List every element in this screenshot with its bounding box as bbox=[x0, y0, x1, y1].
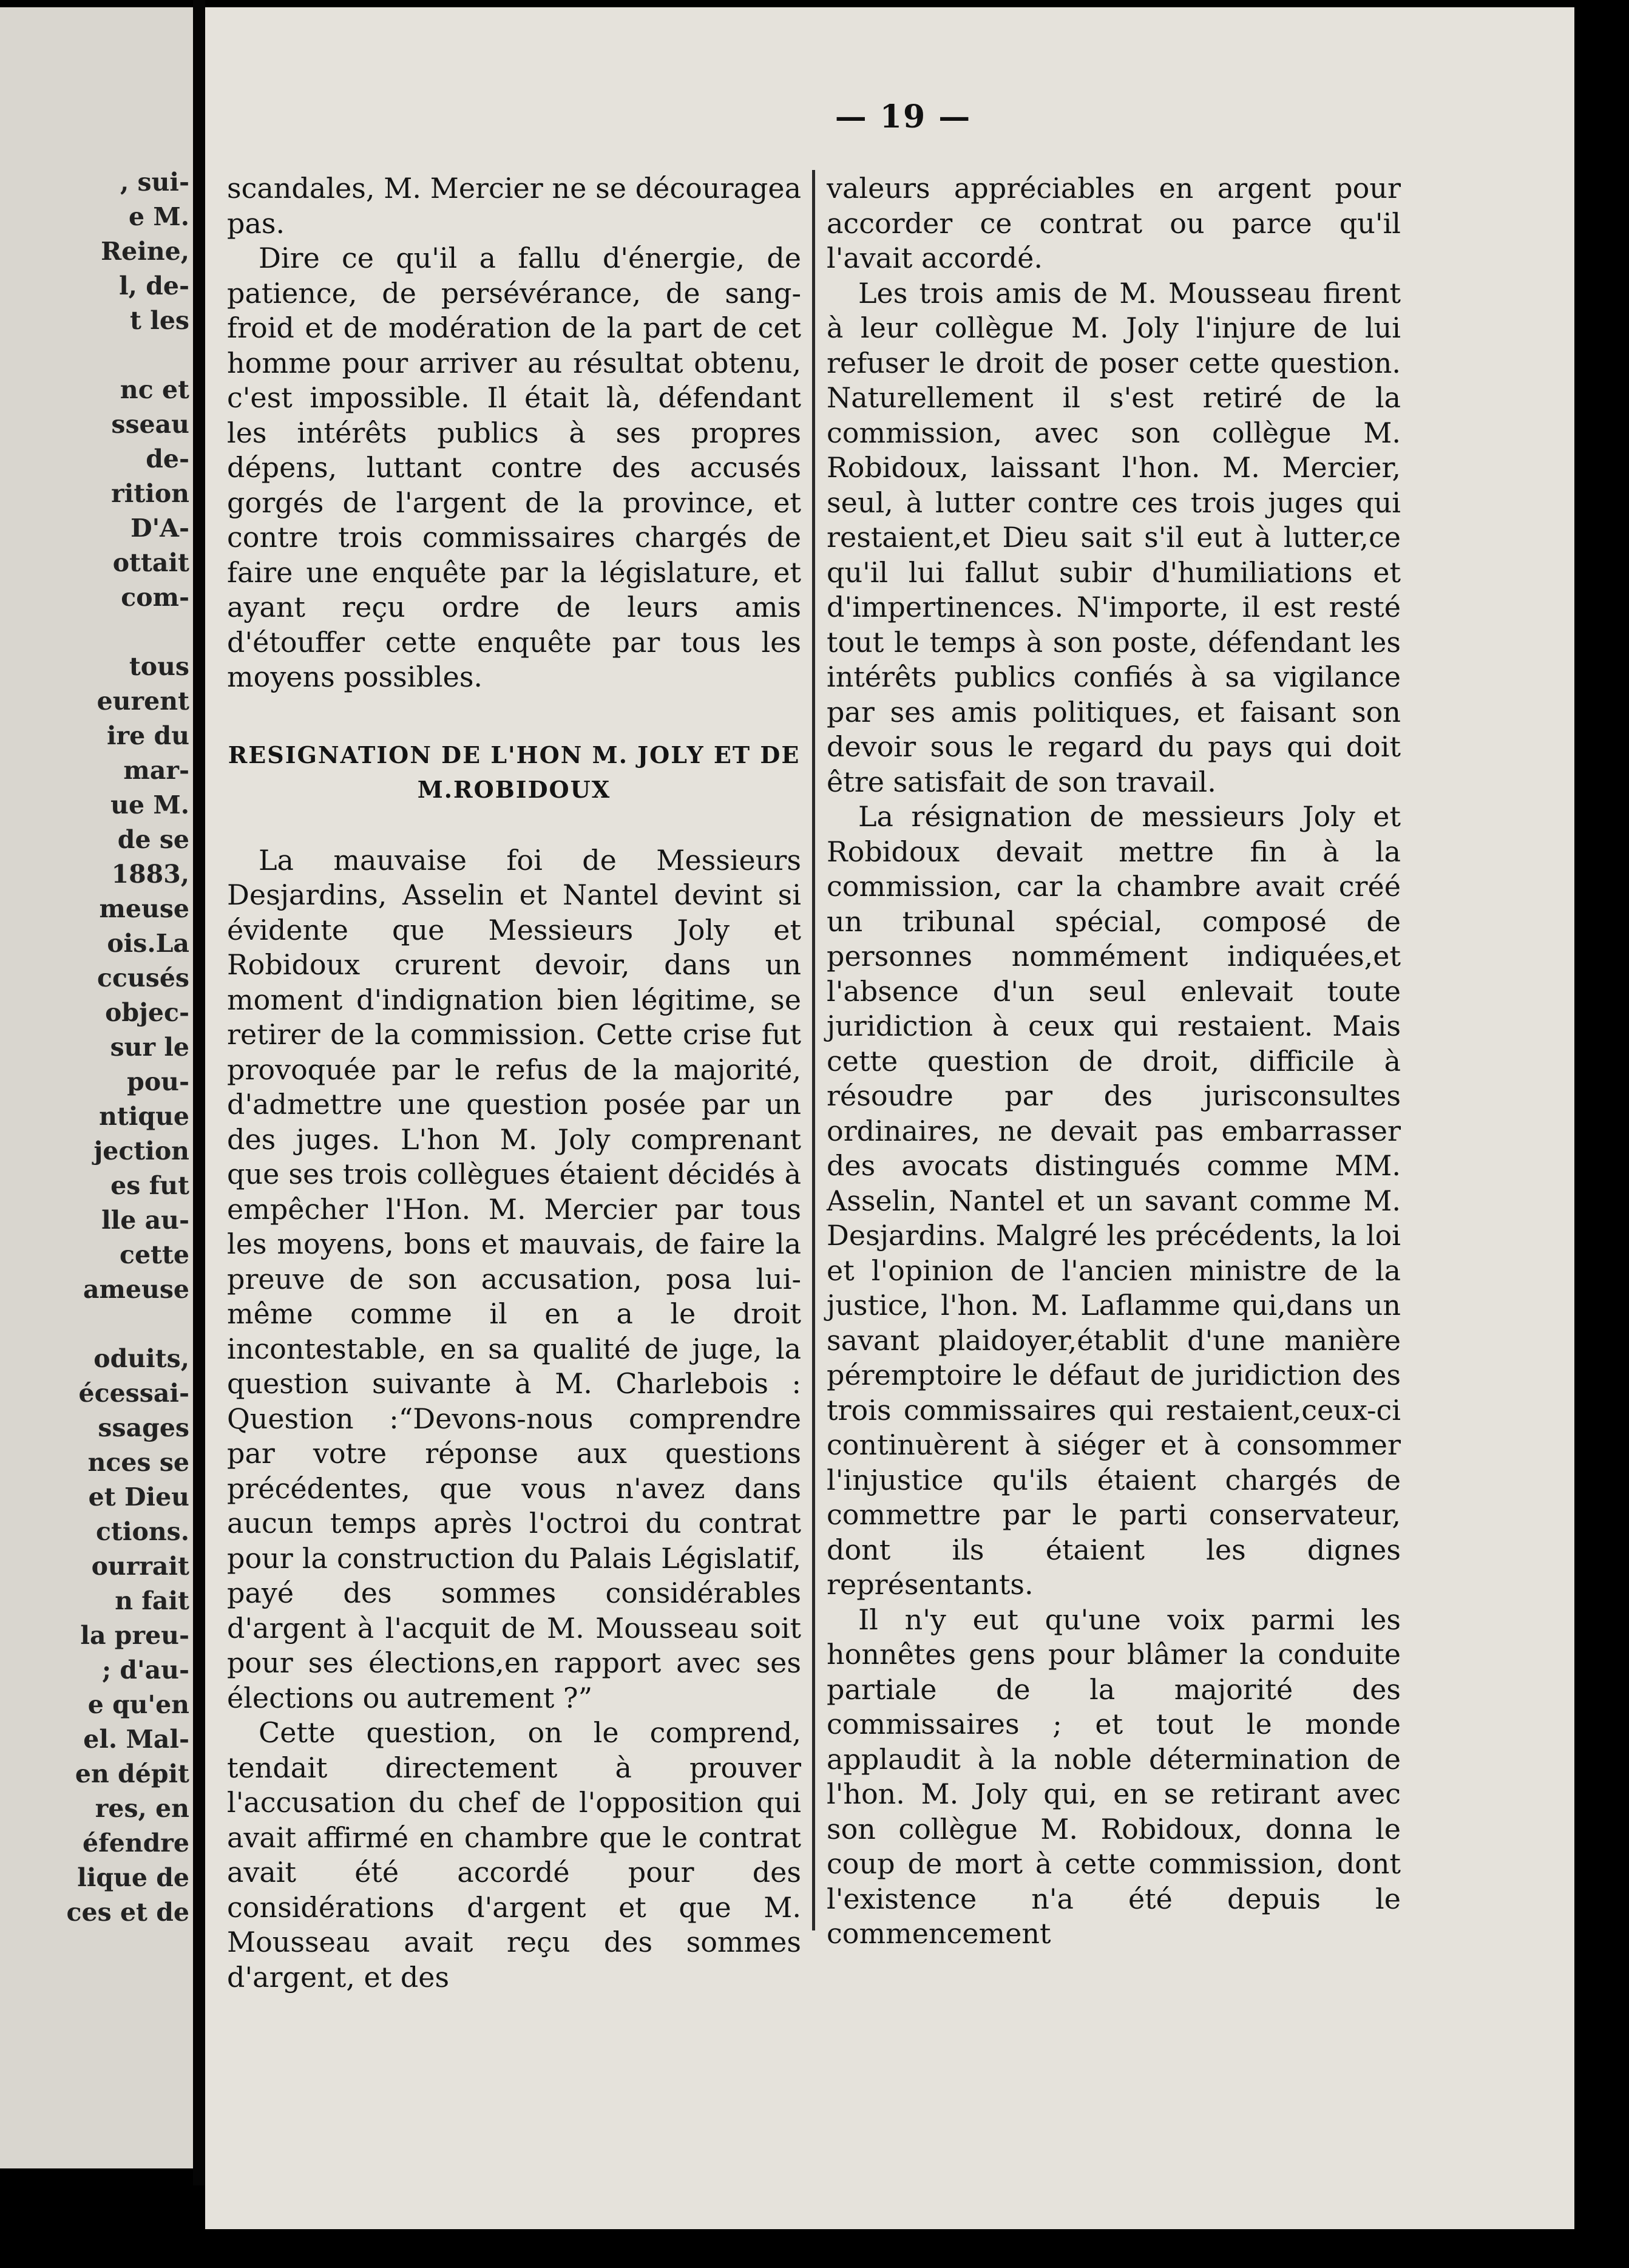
paragraph: Dire ce qu'il a fallu d'énergie, de patience, de persévérance, de sang-froid et de modération de la part de cet homme pour arriver au résultat obtenu, c'est impossible. Il était là, défendant les intérêts publics à ses propres dépens, luttant contre des accusés gorgés de l'argent de la province, et contre trois commissaires chargés de faire une enquête par la législature, et ayant reçu ordre de leurs amis d'étouffer cette enquête par tous les moyens possibles. bbox=[227, 242, 801, 693]
previous-page-edge bbox=[0, 7, 193, 2168]
left-column bbox=[227, 171, 801, 1995]
section-heading-line: RESIGNATION DE L'HON M. JOLY ET DE bbox=[228, 741, 801, 769]
paragraph: Les trois amis de M. Mousseau firent à leur collègue M. Joly l'injure de lui refuser le droit de poser cette question. Naturellement il s'est retiré de la commission, avec son collègue M. Robidoux, laissant l'hon. M. Mercier, seul, à lutter contre ces trois juges qui restaient,et Dieu sait s'il eut à lutter,ce qu'il lui fallut subir d'humiliations et d'impertinences. N'importe, il est resté tout le temps à son poste, défendant les intérêts publics confiés à sa vigilance par ses amis politiques, et faisant son devoir sous le regard du pays qui doit être satisfait de son travail. bbox=[827, 276, 1401, 798]
page-number: — 19 — bbox=[835, 98, 972, 135]
right-column bbox=[827, 171, 1401, 1952]
column-divider bbox=[812, 170, 815, 1930]
paragraph: La mauvaise foi de Messieurs Desjardins, Asselin et Nantel devint si évidente que Messieurs Joly et Robidoux crurent devoir, dans un moment d'indignation bien légitime, se retirer de la commission. Cette crise fut provoquée par le refus de la majorité, d'admettre une question posée par un des juges. L'hon M. Joly comprenant que ses trois collègues étaient décidés à empêcher l'Hon. M. Mercier par tous les moyens, bons et mauvais, de faire la preuve de son accusation, posa lui-même comme il en a le droit incontestable, en sa qualité de juge, la question suivante à M. Charlebois : Question :“Devons-nous comprendre par votre réponse aux questions précédentes, que vous n'avez dans aucun temps après l'octroi du contrat pour la construction du Palais Législatif, payé des sommes considérables d'argent à l'acquit de M. Mousseau soit pour ses élections,en rapport avec ses élections ou autrement ?” bbox=[227, 843, 801, 1714]
previous-page-text-fragment: , sui- e M. Reine, l, de- t les nc et sseau de- rition D'A- ottait com- tous eurent ire du mar- ue M. de se 1883, meuse ois.La ccusés objec- sur le pou- ntique jection es fut lle au- cette ameuse oduits, écessai- ssages nces se et Dieu ctions. ourrait n fait la preu- ; d'au- e qu'en el. Mal- en dépit res, en éfendre lique de ces et de bbox=[66, 168, 189, 1927]
paragraph: valeurs appréciables en argent pour accorder ce contrat ou parce qu'il l'avait accordé. bbox=[827, 172, 1401, 274]
section-heading-line: M.ROBIDOUX bbox=[417, 775, 611, 803]
paragraph: scandales, M. Mercier ne se découragea pas. bbox=[227, 172, 801, 240]
section-heading bbox=[227, 738, 801, 807]
paragraph: Il n'y eut qu'une voix parmi les honnêtes gens pour blâmer la conduite partiale de la majorité des commissaires ; et tout le monde applaudit à la noble détermination de l'hon. M. Joly qui, en se retirant avec son collègue M. Robidoux, donna le coup de mort à cette commission, dont l'existence n'a été depuis le commencement bbox=[827, 1603, 1401, 1950]
book-gutter bbox=[193, 0, 205, 2185]
paragraph: La résignation de messieurs Joly et Robidoux devait mettre fin à la commission, car la chambre avait créé un tribunal spécial, composé de personnes nommément indiquées,et l'absence d'un seul enlevait toute juridiction à ceux qui restaient. Mais cette question de droit, difficile à résoudre par des jurisconsultes ordinaires, ne devait pas embarrasser des avocats distingués comme MM. Asselin, Nantel et un savant comme M. Desjardins. Malgré les précédents, la loi et l'opinion de l'ancien ministre de la justice, l'hon. M. Laflamme qui,dans un savant plaidoyer,établit d'une manière péremptoire le défaut de juridiction des trois commissaires qui restaient,ceux-ci continuèrent à siéger et à consommer l'injustice qu'ils étaient chargés de commettre par le parti conservateur, dont ils étaient les dignes représentants. bbox=[827, 800, 1401, 1601]
document-page bbox=[205, 7, 1574, 2229]
paragraph: Cette question, on le comprend, tendait directement à prouver l'accusation du chef de l'opposition qui avait affirmé en chambre que le contrat avait été accordé pour des considérations d'argent et que M. Mousseau avait reçu des sommes d'argent, et des bbox=[227, 1716, 801, 1994]
